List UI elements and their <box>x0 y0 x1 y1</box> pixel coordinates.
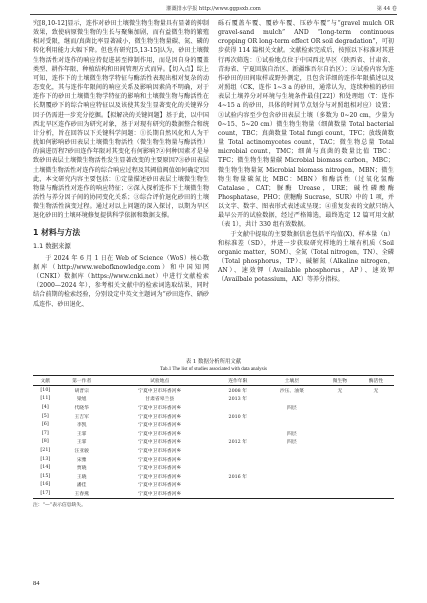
table-cell: [16] <box>40 482 51 488</box>
table-cell: [11] <box>40 396 51 402</box>
table-row <box>33 395 394 404</box>
table-cell: [7] <box>41 430 49 436</box>
table-cell <box>262 420 322 429</box>
table-cell <box>358 446 394 455</box>
table-cell: 王春燕 <box>58 489 106 498</box>
literature-table <box>33 359 394 508</box>
table-cell: 宁夏中卫市环香河乡 <box>138 431 182 437</box>
table-row <box>33 386 394 395</box>
table-cell: [17] <box>33 489 58 498</box>
col-header: 试验地点 <box>106 376 214 386</box>
table-cell: 李凯 <box>76 423 87 429</box>
table-cell: 代晓华 <box>74 405 89 411</box>
page-number: 84 <box>33 580 40 587</box>
table-row <box>33 446 394 455</box>
table-cell <box>262 463 322 472</box>
table-cell: 宁夏中卫市环香河乡 <box>138 405 182 411</box>
table-cell <box>214 489 262 498</box>
table-cell: 宁夏中卫市环香河乡 <box>138 448 182 454</box>
col-header: 土壤层 <box>262 376 322 386</box>
table-cell <box>262 489 322 498</box>
table-cell: 宁夏中卫市环香河乡 <box>138 388 182 394</box>
table-cell: 宁夏中卫市环香河乡 <box>138 466 182 472</box>
table-cell <box>358 472 394 481</box>
table-cell <box>322 472 358 481</box>
table-cell <box>214 446 262 455</box>
col-header: 微生物 <box>322 376 358 386</box>
paragraph-data-source: 于 2024 年 6 月 1 日在 Web of Science（WoS）核心数据库（http://www.webofknowledge.com）和中国知网（CNKI）数据库（https://www.cnki.net）中进行文献检索（2000—2024 年），参考相关文献中的检索词选取结果，同时结合前期的检索经验，分别设定中英文主题词为“砂田连作、硒砂瓜连作、砂田退化、 <box>33 254 209 308</box>
table-body <box>33 386 394 499</box>
paragraph-intro: 究[8,10-12]显示，连作对砂田土壤微生物生物量具有显著的抑制效果，致使病原微生物的生长与聚集加剧，而有益微生物的繁殖相对受限，继而/真菌比率显著减小，微生物生物量碳、氮、磷的转化利用能力大幅下降。但也有研究[5,13-15]认为，砂田土壤微生物活性对连作的响应持促进甚至抑制作用，而是因自身的覆盖类型、耕作年限、种植结构和田间管理方式而异。【切入点】综上可知，连作下的土壤微生物学特征与酶活性表现出相对复杂的动态变化，其与连作年限间的响应关系及影响因素尚不明确，对于连作下的砂田土壤微生物学特征的影响和土壤微生物与酶活性在长期覆砂下的综合响应特征以及该使其发生显著变化的关键界分因子仍需进一步充分挖掘。【拟解决的关键问题】基于此，以中国西北旱区连作砂田为研究对象，基于对现有研究的数据整合和统计分析，旨在回答以下关键科学问题：①长期自然风化和人为干扰如何影响砂田表层土壤微生物活性（微生物生物量与酶活性）的演进历程?砂田连作年限对其变化有何影响?②何种因素才是导致砂田表层土壤微生物活性发生显著改变的主要原因?③砂田表层土壤微生物活性对连作的综合响应过程及其阈值阀值如何确定?因此，本文研究内容主要包括：①定量描述砂田表层土壤微生物生物量与酶活性对连作的响应特征；②深入探析连作下土壤微生物活性与养分因子间的协同变化关系；③综合评价退化砂田的土壤微生物活性演变过程。通过对以上问题的深入探讨，以期为旱区退化砂田的土壤环境修复提供科学依据和数据支撑。 <box>33 20 209 220</box>
table-cell <box>214 420 262 429</box>
table-cell: 汪亚骏 <box>74 448 89 454</box>
table-cell: 王霏 <box>76 440 87 446</box>
table-cell <box>322 438 358 447</box>
table-cell <box>358 489 394 498</box>
table-cell: [8] <box>41 439 49 445</box>
table-cell: 四层 <box>287 440 297 446</box>
table-cell: [13] <box>40 456 51 462</box>
table-caption-cn: 表 1 数据分析所用文献 <box>185 359 242 365</box>
table-cell <box>358 403 394 412</box>
table-cell: [21] <box>40 447 51 453</box>
table-cell: 宁夏中卫市环香河乡 <box>138 457 182 463</box>
subsection-heading-data-source: 1.1 数据来源 <box>33 241 71 250</box>
table-cell: 宁夏中卫市环香河乡 <box>138 474 182 480</box>
table-cell: 王霏 <box>76 431 87 437</box>
table-cell <box>214 403 262 412</box>
table-cell <box>214 481 262 490</box>
table-cell: 宁夏中卫市环香河乡 <box>138 414 182 420</box>
table-cell <box>358 481 394 490</box>
table-cell <box>322 463 358 472</box>
table-cell: 宁夏中卫市环香河乡 <box>138 423 182 429</box>
left-column <box>33 19 209 309</box>
table-cell: [14] <box>40 465 51 471</box>
table-cell: 王晓 <box>76 474 87 480</box>
table-cell <box>322 429 358 438</box>
table-cell <box>358 420 394 429</box>
table-cell: 梁旭 <box>76 397 87 403</box>
col-header: 连作年限 <box>214 376 262 386</box>
table-cell: 2013 年 <box>228 397 248 403</box>
table-cell: 宁夏中卫市环香河乡 <box>106 489 214 498</box>
col-header: 文献 <box>33 376 58 386</box>
table-row <box>33 481 394 490</box>
table-row <box>33 472 394 481</box>
table-cell <box>322 446 358 455</box>
table-cell: 王吉军 <box>74 414 89 420</box>
table-cell: 胡晋宗 <box>74 388 89 394</box>
header-journal: 灌溉排水学报 http://www.ggpsxb.com <box>166 6 261 12</box>
table-cell: 2010 年 <box>228 414 248 420</box>
table-header-row <box>33 376 394 386</box>
table-cell <box>358 412 394 421</box>
table-cell <box>262 412 322 421</box>
table-cell: [5] <box>41 413 49 419</box>
table-cell: 甘肃省皋兰县 <box>145 397 175 403</box>
table-cell: 2016 年 <box>228 474 248 480</box>
table-row <box>33 412 394 421</box>
table-row <box>33 489 394 498</box>
table-cell <box>262 395 322 404</box>
table <box>33 375 394 499</box>
table-cell: [6] <box>41 422 49 428</box>
table-cell <box>322 455 358 464</box>
section-heading-materials-methods: 1 材料与方法 <box>33 228 81 238</box>
table-cell <box>214 455 262 464</box>
table-cell <box>262 446 322 455</box>
table-cell: 四层 <box>287 405 297 411</box>
table-cell <box>214 429 262 438</box>
table-cell <box>322 395 358 404</box>
table-row <box>33 463 394 472</box>
table-note: 注：“—”表示信息缺失。 <box>33 502 86 508</box>
table-cell <box>358 395 394 404</box>
table-row <box>33 455 394 464</box>
table-cell: 贾晓 <box>76 466 87 472</box>
table-row <box>33 438 394 447</box>
header-volume: 第 44 卷 <box>376 6 397 12</box>
table-cell <box>214 463 262 472</box>
table-cell: [4] <box>41 404 49 410</box>
table-cell <box>262 472 322 481</box>
header-rule <box>30 14 397 15</box>
table-cell: 四层 <box>287 431 297 437</box>
table-row <box>33 420 394 429</box>
table-cell: 宁夏中卫市环香河乡 <box>138 440 182 446</box>
table-cell <box>322 481 358 490</box>
table-cell: 无 <box>337 388 343 394</box>
table-cell <box>322 403 358 412</box>
table-cell <box>322 412 358 421</box>
table-cell <box>358 455 394 464</box>
table-cell <box>262 455 322 464</box>
table-row <box>33 403 394 412</box>
table-cell <box>358 429 394 438</box>
table-cell: 潘佳 <box>76 483 87 489</box>
table-cell <box>262 481 322 490</box>
table-row <box>33 429 394 438</box>
right-column <box>218 19 394 285</box>
paragraph-extraction: 于文献中提取的主要数据信息包括平均值(X)、样本量（n）和标准差（SD），并进一步获取研究样地的土壤有机质（Soil organic matter，SOM）、全氮（Total nitrogen，TN）、全磷（Total phosphorus，TP）、碱解氮（Alkaline nitrogen，AN）、速效钾（Available phosphorus，AP）、速效钾（Availbale potassium，AK）等养分指标。 <box>218 230 394 284</box>
table-cell <box>322 489 358 498</box>
table-cell: [10] <box>40 387 51 393</box>
table-cell: 沙压、油菜 <box>279 388 304 394</box>
table-cell: 宋雅 <box>76 457 87 463</box>
table-cell: 无 <box>373 388 379 394</box>
col-header: 酶活性 <box>358 376 394 386</box>
table-cell <box>358 463 394 472</box>
col-header: 第一作者 <box>58 376 106 386</box>
table-cell: 2008 年 <box>228 388 248 394</box>
table-cell <box>322 420 358 429</box>
table-caption-en: Tab.1 The list of studies associated with data analysis <box>160 367 267 372</box>
paragraph-screening: 砾石覆盖车覆、覆砂车覆、压砂车覆”与“gravel mulch OR gravel-sand mulch” AND “long-term continuous cropping OR long-term effect OR soil degradation”，可初步获得 114 篇相关文献。文献检索完成后，按照以下标准对其进行再次筛选：①试验地点位于中国西北旱区（陕西省、甘肃省、青海省、宁夏回族自治区、新疆维吾尔自治区）；②试验内容为连作砂田的田间取样或野外测定，且包含详细的连作年限描述以及对照组（CK，连作 1~3 a 的砂田，通常认为，连续种植的砂田表层土壤养分对环境与生境条件最佳[22]）和处理组（T：连作 4~15 a 的砂田，具体的时间节点划分与对照组相对应）设置；③试验内容至少包含砂田表层土壤（多数为 0~20 cm，少量为 0~15、5~20 cm）微生物生物量（细菌数量 Total bacterial count，TBC；真菌数量 Total fungi count，TFC；放线菌数量 Total actinomycetes count，TAC；微生物总量 Total microbial count，TMC；细菌与真菌的数量比值 TBC：TFC；微生物生物量碳 Microbial biomass carbon，MBC；微生物生物量氮 Microbial biomass nitrogen，MBN；微生物生物量碳氮比 MBC：MBN）和酶活性（过氧化氢酶 Catalase，CAT；脲酶 Urease，URE；碱性磷酸酶 Phosphatase，PHO；蔗糖酶 Sucrase，SUR）中的 1 项，并以文字、数字、图表形式表述或呈现；④重复发表的文献只纳入最早公开的试验数据，经过严格筛选，最终选定 12 篇可用文献（表 1），共计 330 组有效数据。 <box>218 20 394 229</box>
table-cell: 2012 年 <box>228 440 248 446</box>
table-cell: [15] <box>40 473 51 479</box>
table-cell: 宁夏中卫市环香河乡 <box>138 483 182 489</box>
table-cell <box>358 438 394 447</box>
